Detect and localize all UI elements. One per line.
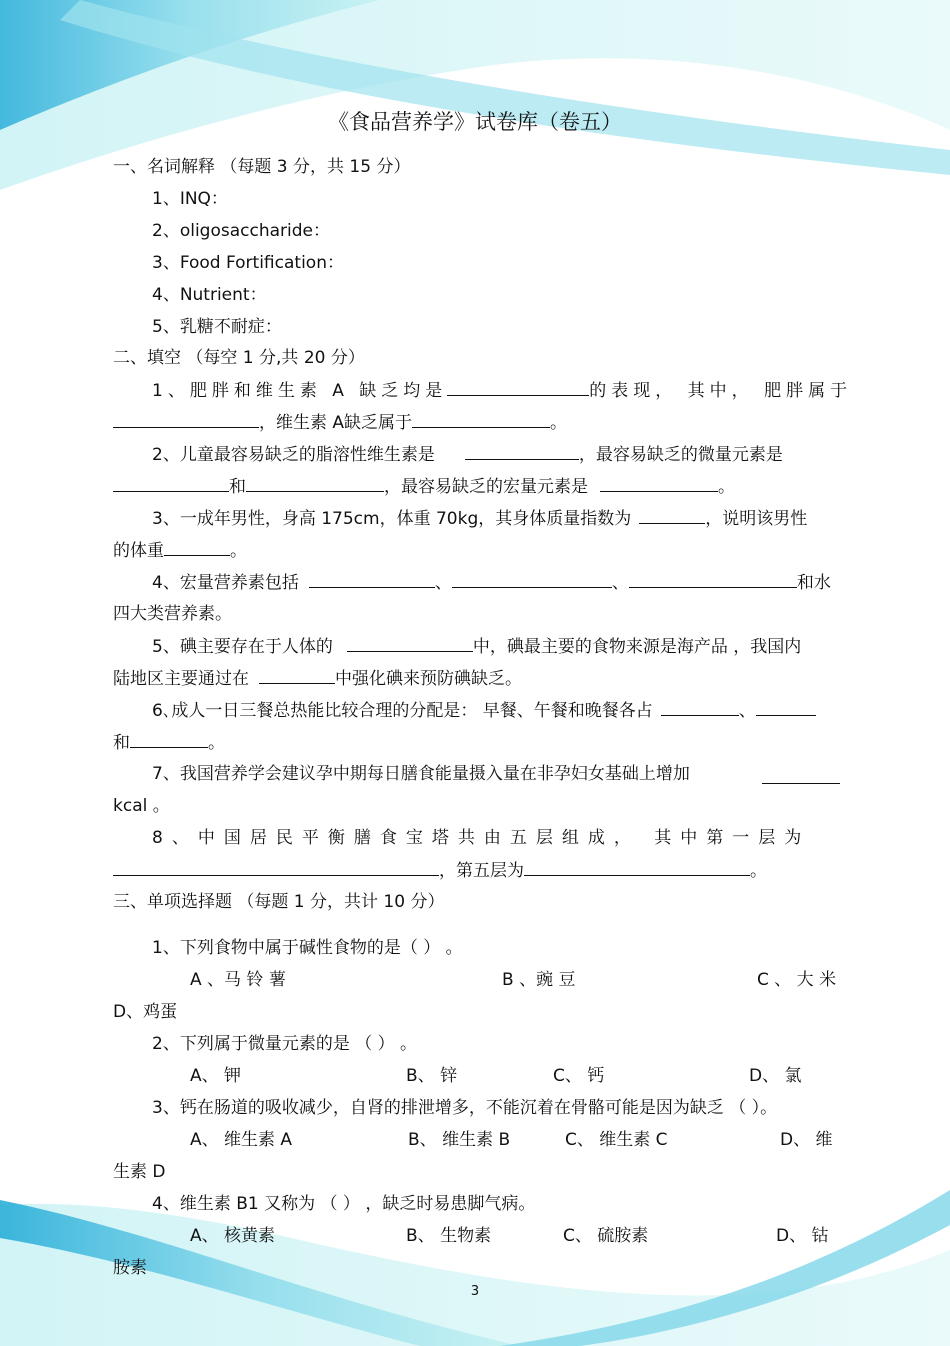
choice-q2: 2、下列属于微量元素的是 （ ） 。 (152, 1034, 418, 1054)
fill-blank[interactable] (524, 859, 750, 876)
section1-item-4: 4、Nutrient： (152, 285, 267, 305)
fill-q6-line2 (113, 731, 225, 754)
choice-q4-option-d[interactable]: D、 钴 (776, 1226, 829, 1246)
choice-q3-option-b[interactable]: B、 维生素 B (408, 1130, 511, 1150)
fill-blank[interactable] (309, 571, 435, 588)
fill-q8-text-c: 。 (750, 861, 767, 881)
choice-q2-option-b[interactable]: B、 锌 (406, 1066, 458, 1086)
fill-blank[interactable] (762, 767, 840, 784)
fill-q2-text-a: 2、儿童最容易缺乏的脂溶性维生素是 (152, 445, 435, 465)
fill-blank[interactable] (113, 411, 259, 428)
choice-q4-option-d-cont: 胺素 (113, 1258, 147, 1278)
fill-q4-text-c: 、 (611, 573, 629, 593)
fill-blank[interactable] (629, 571, 797, 588)
fill-q2-text-d: ，最容易缺乏的宏量元素是 (384, 477, 588, 497)
fill-q1-line2 (113, 411, 567, 434)
fill-q4-text-d: 和水 (796, 573, 831, 593)
fill-blank[interactable] (661, 699, 739, 716)
choice-q3-option-c[interactable]: C、 维生素 C (565, 1130, 668, 1150)
fill-q6-text-b: 、 (738, 701, 756, 721)
choice-q3-option-d[interactable]: D、 维 (780, 1130, 833, 1150)
fill-q6-text-c: 和 (113, 733, 130, 753)
fill-q6-line1 (152, 699, 816, 722)
choice-q3-option-a[interactable]: A、 维生素 A (190, 1130, 293, 1150)
fill-q3-text-c: 的体重 (113, 541, 164, 561)
fill-blank[interactable] (756, 699, 816, 716)
fill-blank[interactable] (113, 475, 229, 492)
fill-q2-line2 (113, 475, 735, 498)
fill-q4-text-a: 4、宏量营养素包括 (152, 573, 299, 593)
choice-q1-option-b[interactable]: B 、豌 豆 (502, 970, 576, 990)
fill-q8-text-b: ，第五层为 (439, 861, 524, 881)
fill-q1-text-d: 。 (550, 413, 568, 433)
section1-item-3: 3、Food Fortification： (152, 253, 344, 273)
choice-q2-option-c[interactable]: C、 钙 (553, 1066, 605, 1086)
choice-q4: 4、维生素 B1 又称为 （ ） ，缺乏时易患脚气病。 (152, 1194, 536, 1214)
fill-blank[interactable] (130, 731, 208, 748)
section1-item-1: 1、INQ： (152, 189, 228, 209)
fill-q5-text-a: 5、碘主要存在于人体的 (152, 637, 333, 657)
choice-q2-option-a[interactable]: A、 钾 (190, 1066, 242, 1086)
fill-q3-text-b: ，说明该男性 (705, 509, 808, 529)
fill-q4-line2: 四大类营养素。 (113, 604, 232, 624)
fill-blank[interactable] (164, 539, 230, 556)
fill-q2-line1 (152, 443, 783, 466)
fill-q7-line2: kcal 。 (113, 796, 170, 816)
section3-heading: 三、单项选择题 （每题 1 分，共计 10 分） (113, 892, 445, 912)
fill-q8-line2 (113, 859, 767, 882)
fill-q5-text-b: 中，碘最主要的食物来源是海产品 ，我国内 (472, 637, 802, 657)
section1-item-5: 5、乳糖不耐症： (152, 317, 282, 337)
fill-blank[interactable] (113, 859, 439, 876)
fill-q1-line1 (152, 379, 852, 402)
fill-q7-text-a: 7、我国营养学会建议孕中期每日膳食能量摄入量在非孕妇女基础上增加 (152, 764, 690, 784)
fill-q1-text-c: ，维生素 A缺乏属于 (259, 413, 413, 433)
fill-q7-line1 (152, 763, 690, 785)
fill-q1-text-a: 1、肥胖和维生素 A 缺乏均是 (152, 381, 448, 401)
fill-blank[interactable] (259, 667, 335, 684)
fill-blank[interactable] (639, 507, 705, 524)
section1-item-2: 2、oligosaccharide： (152, 221, 330, 241)
page-title: 《食品营养学》试卷库（卷五） (328, 110, 622, 134)
fill-q4-line1 (152, 571, 831, 594)
choice-q4-option-a[interactable]: A、 核黄素 (190, 1226, 276, 1246)
choice-q1-option-d[interactable]: D、鸡蛋 (113, 1002, 178, 1022)
fill-q6-text-d: 。 (208, 733, 225, 753)
fill-q6-text-a: 6､成人一日三餐总热能比较合理的分配是： 早餐、午餐和晚餐各占 (152, 701, 653, 721)
fill-q5-line1 (152, 635, 801, 658)
fill-q3-line1 (152, 507, 807, 530)
fill-q8-line1: 8、中国居民平衡膳食宝塔共由五层组成， 其中第一层为 (152, 828, 811, 848)
section2-heading: 二、填空 （每空 1 分,共 20 分） (113, 348, 365, 368)
choice-q1: 1、下列食物中属于碱性食物的是（ ） 。 (152, 938, 463, 958)
fill-blank[interactable] (347, 635, 473, 652)
fill-q2-text-c: 和 (229, 477, 246, 497)
fill-q3-text-d: 。 (230, 541, 247, 561)
fill-blank[interactable] (600, 475, 718, 492)
choice-q1-option-c[interactable]: C 、 大 米 (757, 970, 837, 990)
fill-q5-text-c: 陆地区主要通过在 (113, 669, 249, 689)
choice-q3-option-d-cont: 生素 D (113, 1162, 166, 1182)
choice-q4-option-c[interactable]: C、 硫胺素 (563, 1226, 649, 1246)
fill-q4-text-b: 、 (434, 573, 452, 593)
page-number: 3 (470, 1284, 480, 1299)
fill-blank[interactable] (447, 379, 589, 396)
fill-q2-text-b: ，最容易缺乏的微量元素是 (578, 445, 783, 465)
fill-q3-text-a: 3、一成年男性，身高 175cm，体重 70kg，其身体质量指数为 (152, 509, 632, 529)
fill-blank[interactable] (246, 475, 384, 492)
fill-q5-line2 (113, 667, 522, 690)
fill-q5-text-d: 中强化碘来预防碘缺乏。 (335, 669, 522, 689)
fill-q2-text-e: 。 (718, 477, 735, 497)
choice-q2-option-d[interactable]: D、 氯 (749, 1066, 802, 1086)
fill-q3-line2 (113, 539, 247, 562)
fill-blank[interactable] (452, 571, 612, 588)
choice-q1-option-a[interactable]: A 、马 铃 薯 (190, 970, 286, 990)
section1-heading: 一、名词解释 （每题 3 分，共 15 分） (113, 157, 411, 177)
choice-q3: 3、钙在肠道的吸收减少，自肾的排泄增多，不能沉着在骨骼可能是因为缺乏 （ ）。 (152, 1098, 778, 1118)
choice-q4-option-b[interactable]: B、 生物素 (406, 1226, 492, 1246)
fill-blank[interactable] (465, 443, 579, 460)
fill-q1-text-b: 的表现， 其中， 肥胖属于 (589, 381, 853, 401)
fill-blank[interactable] (412, 411, 550, 428)
